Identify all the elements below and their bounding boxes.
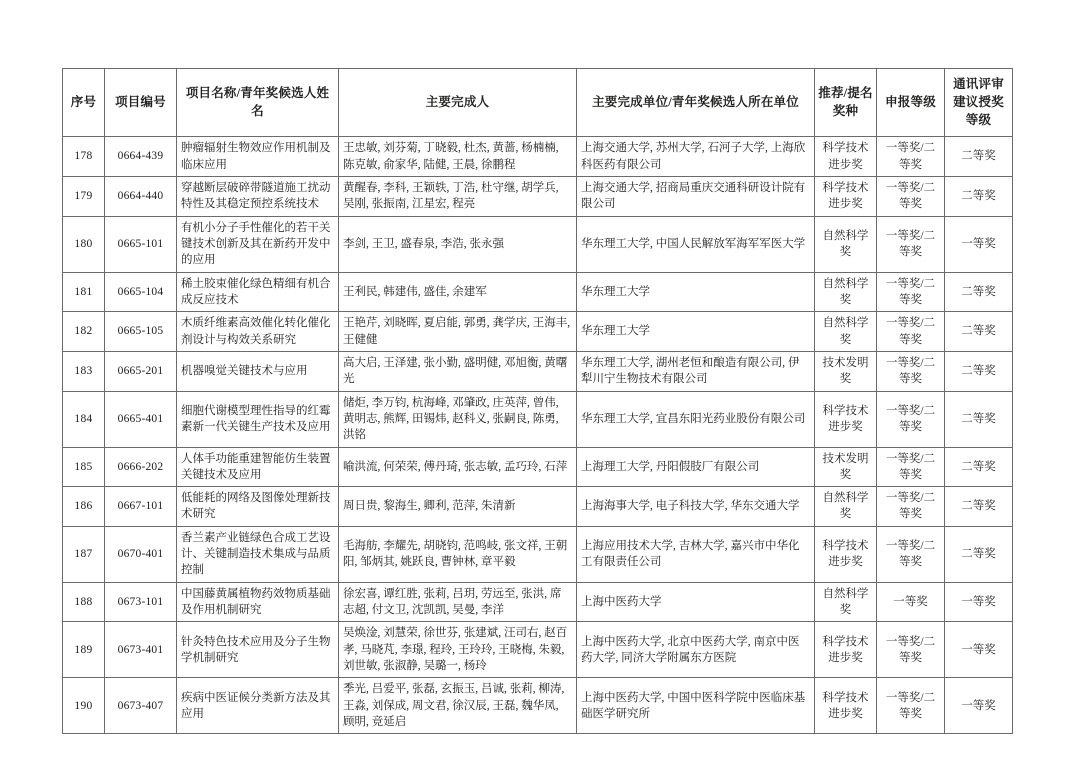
cell-seq: 186: [63, 487, 105, 527]
cell-unit: 华东理工大学, 湖州老恒和酿造有限公司, 伊犁川宁生物技术有限公司: [577, 351, 815, 391]
cell-kind: 科学技术进步奖: [815, 526, 877, 582]
cell-unit: 上海交通大学, 苏州大学, 石河子大学, 上海欣科医药有限公司: [577, 137, 815, 177]
cell-level: 一等奖/二等奖: [877, 622, 945, 678]
table-row: [63, 447, 1013, 487]
cell-people: 王艳芹, 刘晓晖, 夏启能, 郭勇, 龚学庆, 王海丰, 王健健: [339, 312, 577, 352]
cell-level: 一等奖: [877, 582, 945, 622]
cell-code: 0670-401: [105, 526, 177, 582]
cell-suggest: 二等奖: [945, 176, 1013, 216]
cell-people: 黄醒春, 李科, 王颖轶, 丁浩, 杜守继, 胡学兵, 吴刚, 张振南, 江星宏, 程亮: [339, 176, 577, 216]
table-row: [63, 216, 1013, 272]
cell-suggest: 一等奖: [945, 216, 1013, 272]
cell-code: 0667-101: [105, 487, 177, 527]
cell-code: 0665-101: [105, 216, 177, 272]
cell-kind: 科学技术进步奖: [815, 622, 877, 678]
column-header-people: 主要完成人: [339, 69, 577, 137]
column-header-seq: 序号: [63, 69, 105, 137]
cell-people: 毛海舫, 李耀先, 胡晓钧, 范鸣岐, 张文祥, 王朝阳, 邹炳其, 姚跃良, 曹钟林, 章平毅: [339, 526, 577, 582]
cell-seq: 179: [63, 176, 105, 216]
cell-people: 喻洪流, 何荣荣, 傅丹琦, 张志敏, 孟巧玲, 石萍: [339, 447, 577, 487]
cell-seq: 178: [63, 137, 105, 177]
cell-suggest: 二等奖: [945, 351, 1013, 391]
table-row: [63, 312, 1013, 352]
cell-level: 一等奖/二等奖: [877, 391, 945, 447]
cell-code: 0664-440: [105, 176, 177, 216]
cell-unit: 华东理工大学, 宜昌东阳光药业股份有限公司: [577, 391, 815, 447]
table-row: [63, 351, 1013, 391]
cell-people: 李剑, 王卫, 盛春泉, 李浩, 张永强: [339, 216, 577, 272]
cell-level: 一等奖/二等奖: [877, 351, 945, 391]
cell-seq: 190: [63, 678, 105, 734]
cell-code: 0665-201: [105, 351, 177, 391]
cell-title: 木质纤维素高效催化转化催化剂设计与构效关系研究: [177, 312, 339, 352]
table-row: [63, 622, 1013, 678]
table-row: [63, 176, 1013, 216]
cell-people: 王忠敏, 刘芬菊, 丁晓毅, 杜杰, 黄蔷, 杨楠楠, 陈克敏, 俞家华, 陆健, 王晨, 徐鹏程: [339, 137, 577, 177]
cell-kind: 自然科学奖: [815, 216, 877, 272]
cell-seq: 189: [63, 622, 105, 678]
cell-people: 周日贵, 黎海生, 卿利, 范萍, 朱清新: [339, 487, 577, 527]
cell-unit: 上海理工大学, 丹阳假肢厂有限公司: [577, 447, 815, 487]
cell-code: 0673-401: [105, 622, 177, 678]
cell-seq: 187: [63, 526, 105, 582]
table-row: [63, 526, 1013, 582]
cell-seq: 180: [63, 216, 105, 272]
cell-people: 王利民, 韩建伟, 盛佳, 余建军: [339, 272, 577, 312]
cell-title: 针灸特色技术应用及分子生物学机制研究: [177, 622, 339, 678]
award-table: [62, 68, 1013, 734]
cell-title: 疾病中医证候分类新方法及其应用: [177, 678, 339, 734]
cell-suggest: 一等奖: [945, 622, 1013, 678]
cell-title: 稀土胶束催化绿色精细有机合成反应技术: [177, 272, 339, 312]
cell-title: 香兰素产业链绿色合成工艺设计、关键制造技术集成与品质控制: [177, 526, 339, 582]
cell-unit: 上海应用技术大学, 吉林大学, 嘉兴市中华化工有限责任公司: [577, 526, 815, 582]
cell-suggest: 二等奖: [945, 487, 1013, 527]
cell-level: 一等奖/二等奖: [877, 447, 945, 487]
cell-code: 0665-104: [105, 272, 177, 312]
column-header-level: 申报等级: [877, 69, 945, 137]
cell-kind: 技术发明奖: [815, 447, 877, 487]
table-row: [63, 678, 1013, 734]
cell-seq: 182: [63, 312, 105, 352]
cell-code: 0673-407: [105, 678, 177, 734]
cell-code: 0665-401: [105, 391, 177, 447]
cell-seq: 185: [63, 447, 105, 487]
cell-title: 细胞代谢模型理性指导的红霉素新一代关键生产技术及应用: [177, 391, 339, 447]
cell-code: 0666-202: [105, 447, 177, 487]
award-table-container: [62, 68, 1012, 734]
cell-kind: 技术发明奖: [815, 351, 877, 391]
column-header-unit: 主要完成单位/青年奖候选人所在单位: [577, 69, 815, 137]
cell-level: 一等奖/二等奖: [877, 137, 945, 177]
cell-level: 一等奖/二等奖: [877, 678, 945, 734]
cell-people: 季光, 吕爱平, 张磊, 玄振玉, 吕诚, 张莉, 柳涛, 王淼, 刘保成, 周文君, 徐汉辰, 王磊, 魏华凤, 顾明, 竞延启: [339, 678, 577, 734]
cell-unit: 上海中医药大学, 北京中医药大学, 南京中医药大学, 同济大学附属东方医院: [577, 622, 815, 678]
cell-level: 一等奖/二等奖: [877, 272, 945, 312]
column-header-code: 项目编号: [105, 69, 177, 137]
cell-seq: 188: [63, 582, 105, 622]
cell-suggest: 二等奖: [945, 312, 1013, 352]
cell-title: 有机小分子手性催化的若干关键技术创新及其在新药开发中的应用: [177, 216, 339, 272]
cell-unit: 华东理工大学, 中国人民解放军海军军医大学: [577, 216, 815, 272]
column-header-suggest: 通讯评审建议授奖等级: [945, 69, 1013, 137]
cell-suggest: 二等奖: [945, 447, 1013, 487]
cell-kind: 自然科学奖: [815, 272, 877, 312]
cell-people: 徐宏喜, 谭红胜, 张莉, 吕玥, 劳远至, 张洪, 席志超, 付文卫, 沈凯凯, 吴曼, 李洋: [339, 582, 577, 622]
cell-kind: 科学技术进步奖: [815, 137, 877, 177]
cell-unit: 上海中医药大学, 中国中医科学院中医临床基础医学研究所: [577, 678, 815, 734]
column-header-kind: 推荐/提名奖种: [815, 69, 877, 137]
cell-title: 低能耗的网络及图像处理新技术研究: [177, 487, 339, 527]
cell-title: 肿瘤辐射生物效应作用机制及临床应用: [177, 137, 339, 177]
column-header-title: 项目名称/青年奖候选人姓名: [177, 69, 339, 137]
cell-suggest: 二等奖: [945, 272, 1013, 312]
cell-code: 0664-439: [105, 137, 177, 177]
cell-kind: 自然科学奖: [815, 487, 877, 527]
cell-suggest: 二等奖: [945, 391, 1013, 447]
cell-kind: 科学技术进步奖: [815, 678, 877, 734]
cell-suggest: 一等奖: [945, 582, 1013, 622]
table-header-row: [63, 69, 1013, 137]
cell-kind: 自然科学奖: [815, 582, 877, 622]
table-row: [63, 582, 1013, 622]
cell-unit: 上海海事大学, 电子科技大学, 华东交通大学: [577, 487, 815, 527]
cell-title: 穿越断层破碎带隧道施工扰动特性及其稳定预控系统技术: [177, 176, 339, 216]
cell-people: 高大启, 王泽建, 张小勤, 盛明健, 邓旭衡, 黄曙光: [339, 351, 577, 391]
cell-level: 一等奖/二等奖: [877, 216, 945, 272]
cell-kind: 科学技术进步奖: [815, 176, 877, 216]
cell-seq: 183: [63, 351, 105, 391]
table-row: [63, 272, 1013, 312]
cell-level: 一等奖/二等奖: [877, 176, 945, 216]
cell-level: 一等奖/二等奖: [877, 526, 945, 582]
table-row: [63, 137, 1013, 177]
cell-seq: 184: [63, 391, 105, 447]
cell-title: 人体手功能重建智能仿生装置关键技术及应用: [177, 447, 339, 487]
cell-level: 一等奖/二等奖: [877, 487, 945, 527]
cell-code: 0673-101: [105, 582, 177, 622]
cell-kind: 科学技术进步奖: [815, 391, 877, 447]
cell-seq: 181: [63, 272, 105, 312]
cell-suggest: 二等奖: [945, 137, 1013, 177]
cell-unit: 上海中医药大学: [577, 582, 815, 622]
cell-level: 一等奖/二等奖: [877, 312, 945, 352]
cell-people: 储炬, 李万钧, 杭海峰, 邓肇政, 庄英萍, 曾伟, 黄明志, 熊辉, 田锡炜, 赵科义, 张嗣良, 陈勇, 洪铭: [339, 391, 577, 447]
cell-code: 0665-105: [105, 312, 177, 352]
cell-suggest: 二等奖: [945, 526, 1013, 582]
cell-suggest: 一等奖: [945, 678, 1013, 734]
cell-people: 吴焕淦, 刘慧荣, 徐世芬, 张建斌, 汪司右, 赵百孝, 马晓芃, 李璟, 程玲, 王玲玲, 王晓梅, 朱毅, 刘世敏, 张淑静, 吴璐一, 杨玲: [339, 622, 577, 678]
cell-unit: 华东理工大学: [577, 272, 815, 312]
table-body: [63, 137, 1013, 734]
table-row: [63, 487, 1013, 527]
cell-kind: 自然科学奖: [815, 312, 877, 352]
table-header: [63, 69, 1013, 137]
cell-unit: 上海交通大学, 招商局重庆交通科研设计院有限公司: [577, 176, 815, 216]
cell-title: 机器嗅觉关键技术与应用: [177, 351, 339, 391]
cell-title: 中国藤黄属植物药效物质基础及作用机制研究: [177, 582, 339, 622]
cell-unit: 华东理工大学: [577, 312, 815, 352]
table-row: [63, 391, 1013, 447]
